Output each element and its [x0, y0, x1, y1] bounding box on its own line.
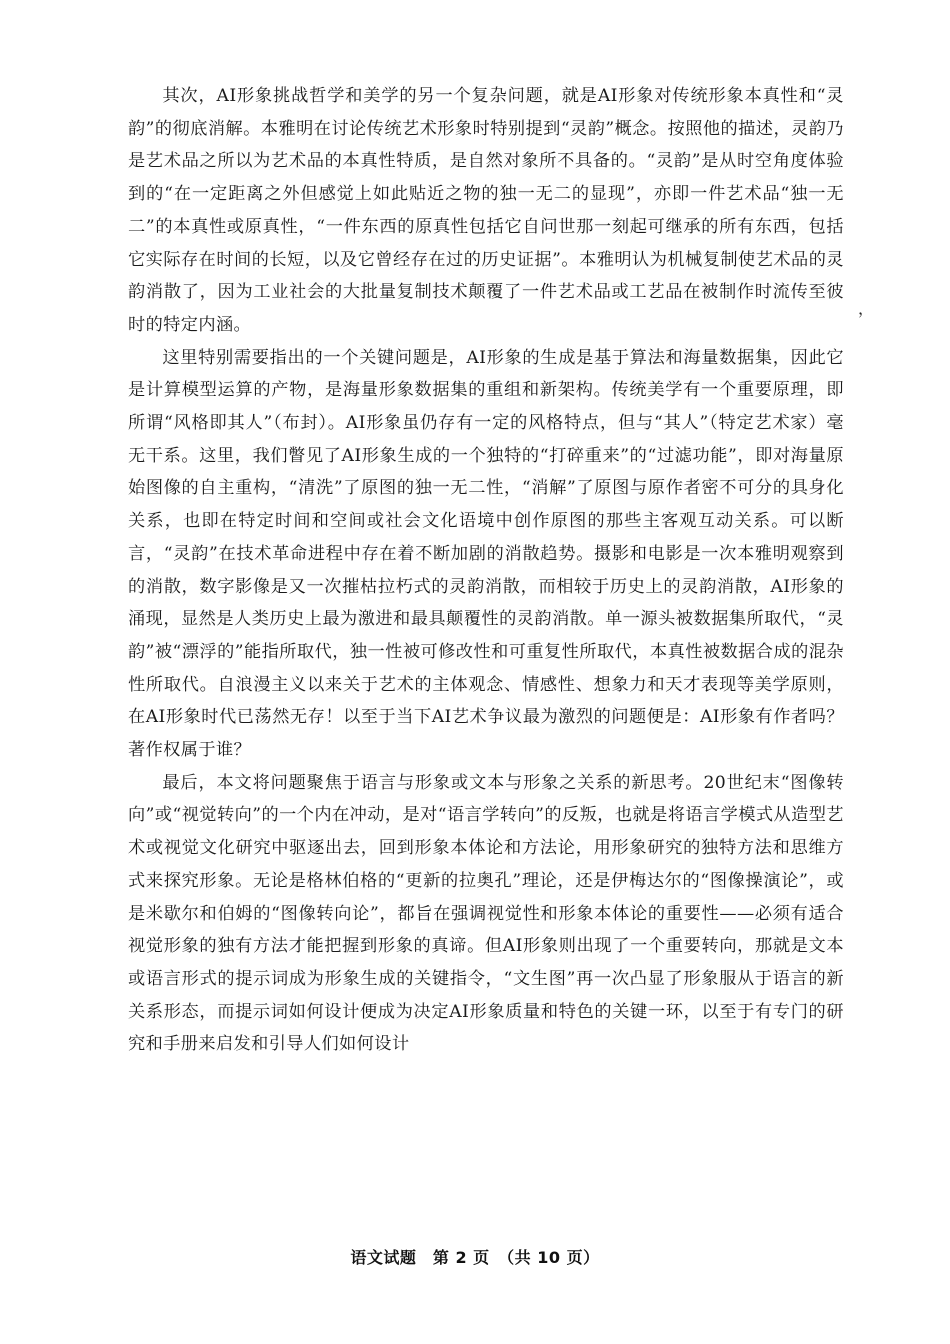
document-body	[128, 80, 844, 1061]
paragraph-algorithm-generation: 这里特别需要指出的一个关键问题是，AI形象的生成是基于算法和海量数据集，因此它是计算模型运算的产物，是海量形象数据集的重组和新架构。传统美学有一个重要原理，即所谓“风格即其人”（布封）。AI形象虽仍存有一定的风格特点，但与“其人”（特定艺术家）毫无干系。这里，我们瞥见了AI形象生成的一个独特的“打碎重来”的“过滤功能”，即对海量原始图像的自主重构，“清洗”了原图的独一无二性，“消解”了原图与原作者密不可分的具身化关系，也即在特定时间和空间或社会文化语境中创作原图的那些主客观互动关系。可以断言，“灵韵”在技术革命进程中存在着不断加剧的消散趋势。摄影和电影是一次本雅明观察到的消散，数字影像是又一次摧枯拉朽式的灵韵消散，而相较于历史上的灵韵消散，AI形象的涌现，显然是人类历史上最为激进和最具颠覆性的灵韵消散。单一源头被数据集所取代，“灵韵”被“漂浮的”能指所取代，独一性被可修改性和可重复性所取代，本真性被数据合成的混杂性所取代。自浪漫主义以来关于艺术的主体观念、情感性、想象力和天才表现等美学原则，在AI形象时代已荡然无存！以至于当下AI艺术争议最为激烈的问题便是：AI形象有作者吗？著作权属于谁？	[128, 347, 844, 761]
margin-mark: ，	[858, 299, 875, 318]
paragraph-language-and-image: 最后，本文将问题聚焦于语言与形象或文本与形象之关系的新思考。20世纪末“图像转向”或“视觉转向”的一个内在冲动，是对“语言学转向”的反叛，也就是将语言学模式从造型艺术或视觉文化研究中驱逐出去，回到形象本体论和方法论，用形象研究的独特方法和思维方式来探究形象。无论是格林伯格的“更新的拉奥孔”理论，还是伊梅达尔的“图像操演论”，或是米歇尔和伯姆的“图像转向论”，都旨在强调视觉性和形象本体论的重要性——必须有适合视觉形象的独有方法才能把握到形象的真谛。但AI形象则出现了一个重要转向，那就是文本或语言形式的提示词成为形象生成的关键指令，“文生图”再一次凸显了形象服从于语言的新关系形态，而提示词如何设计便成为决定AI形象质量和特色的关键一环，以至于有专门的研究和手册来启发和引导人们如何设计	[128, 772, 844, 1055]
page-footer: 语文试题 第 2 页 （共 10 页）	[350, 1248, 600, 1267]
paragraph-aura-dissolution: 其次，AI形象挑战哲学和美学的另一个复杂问题，就是AI形象对传统形象本真性和“灵韵”的彻底消解。本雅明在讨论传统艺术形象时特别提到“灵韵”概念。按照他的描述，灵韵乃是艺术品之所以为艺术品的本真性特质，是自然对象所不具备的。“灵韵”是从时空角度体验到的“在一定距离之外但感觉上如此贴近之物的独一无二的显现”，亦即一件艺术品“独一无二”的本真性或原真性，“一件东西的原真性包括它自问世那一刻起可继承的所有东西，包括它实际存在时间的长短，以及它曾经存在过的历史证据”。本雅明认为机械复制使艺术品的灵韵消散了，因为工业社会的大批量复制技术颠覆了一件艺术品或工艺品在被制作时流传至彼时的特定内涵。	[128, 86, 844, 335]
